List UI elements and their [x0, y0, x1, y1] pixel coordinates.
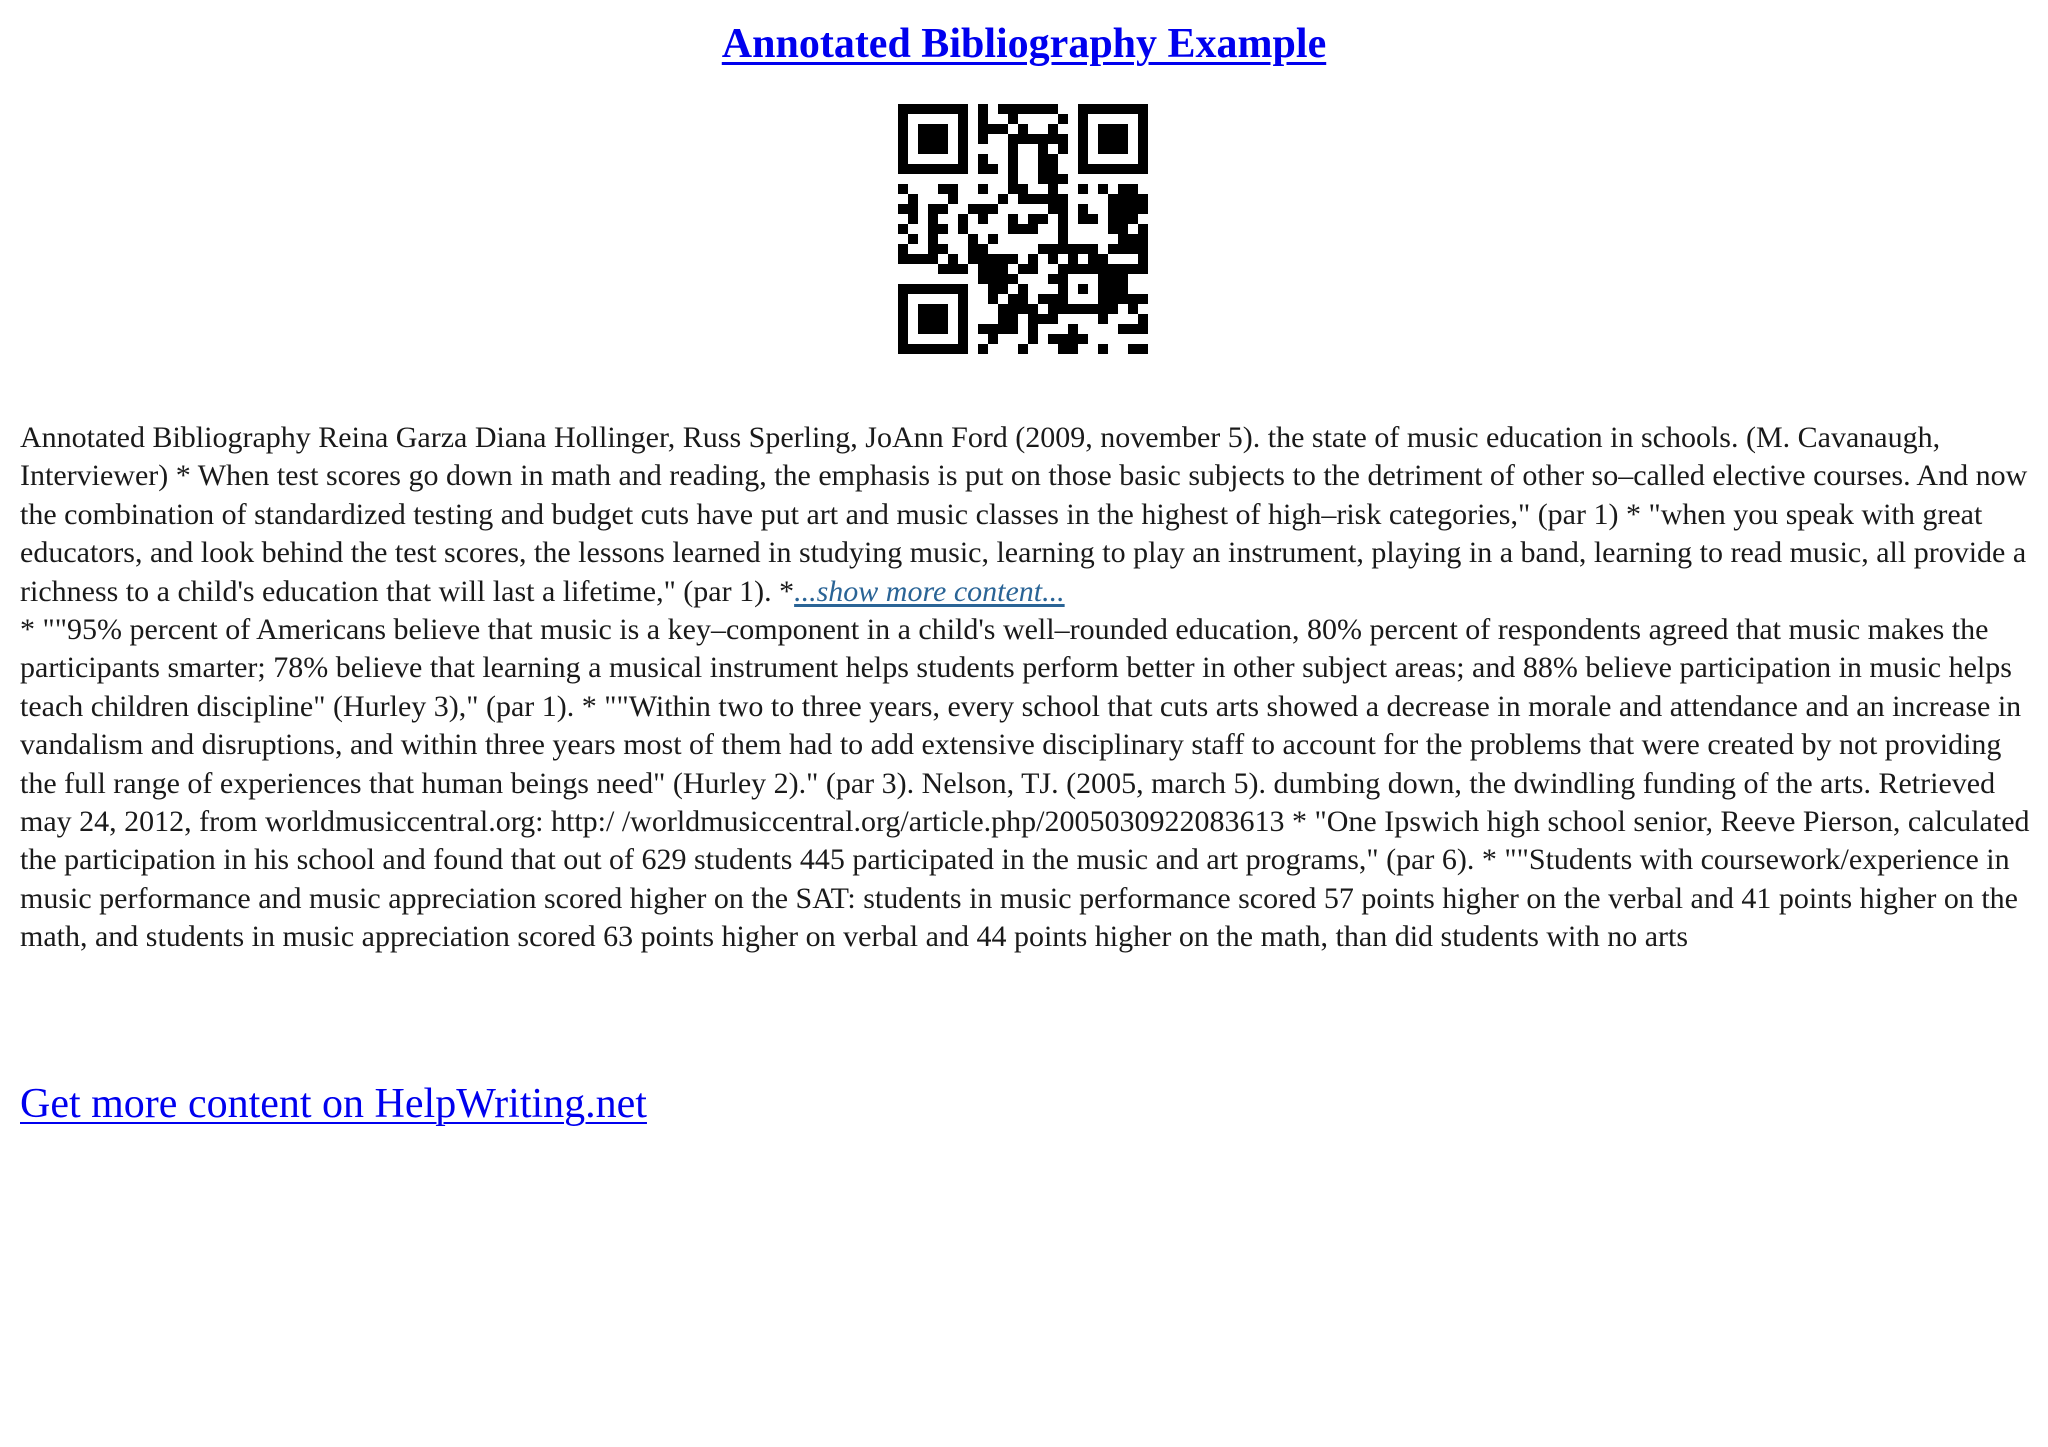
footer	[20, 1078, 647, 1130]
show-more-link[interactable]: ...show more content...	[794, 574, 1065, 608]
page-title	[0, 18, 2048, 70]
article-body	[20, 419, 2032, 957]
paragraph-2: * ""95% percent of Americans believe that music is a key–component in a child's well–rounded education, 80% percent of respondents agreed that music makes the participants smarter; 78% believe that learning a musical instrument helps students perform better in other subject areas; and 88% believe participation in music helps teach children discipline" (Hurley 3)," (par 1). * ""Within two to three years, every school that cuts arts showed a decrease in morale and attendance and an increase in vandalism and disruptions, and within three years most of them had to add extensive disciplinary staff to account for the problems that were created by not providing the full range of experiences that human beings need" (Hurley 2)." (par 3). Nelson, TJ. (2005, march 5). dumbing down, the dwindling funding of the arts. Retrieved may 24, 2012, from worldmusiccentral.org: http:/ /worldmusiccentral.org/article.php/2005030922083613 * "One Ipswich high school senior, Reeve Pierson, calculated the participation in his school and found that out of 629 students 445 participated in the music and art programs," (par 6). * ""Students with coursework/experience in music performance and music appreciation scored higher on the SAT: students in music performance scored 57 points higher on the verbal and 41 points higher on the math, and students in music appreciation scored 63 points higher on verbal and 44 points higher on the math, than did students with no arts	[20, 613, 2030, 954]
helpwriting-link[interactable]: Get more content on HelpWriting.net	[20, 1081, 647, 1127]
title-link[interactable]: Annotated Bibliography Example	[721, 21, 1327, 67]
qr-code-icon	[898, 104, 1148, 354]
paragraph-1: Annotated Bibliography Reina Garza Diana Hollinger, Russ Sperling, JoAnn Ford (2009, november 5). the state of music education in schools. (M. Cavanaugh, Interviewer) * When test scores go down in math and reading, the emphasis is put on those basic subjects to the detriment of other so–called elective courses. And now the combination of standardized testing and budget cuts have put art and music classes in the highest of high–risk categories," (par 1) * "when you speak with great educators, and look behind the test scores, the lessons learned in studying music, learning to play an instrument, playing in a band, learning to read music, all provide a richness to a child's education that will last a lifetime," (par 1). *	[20, 421, 2028, 608]
